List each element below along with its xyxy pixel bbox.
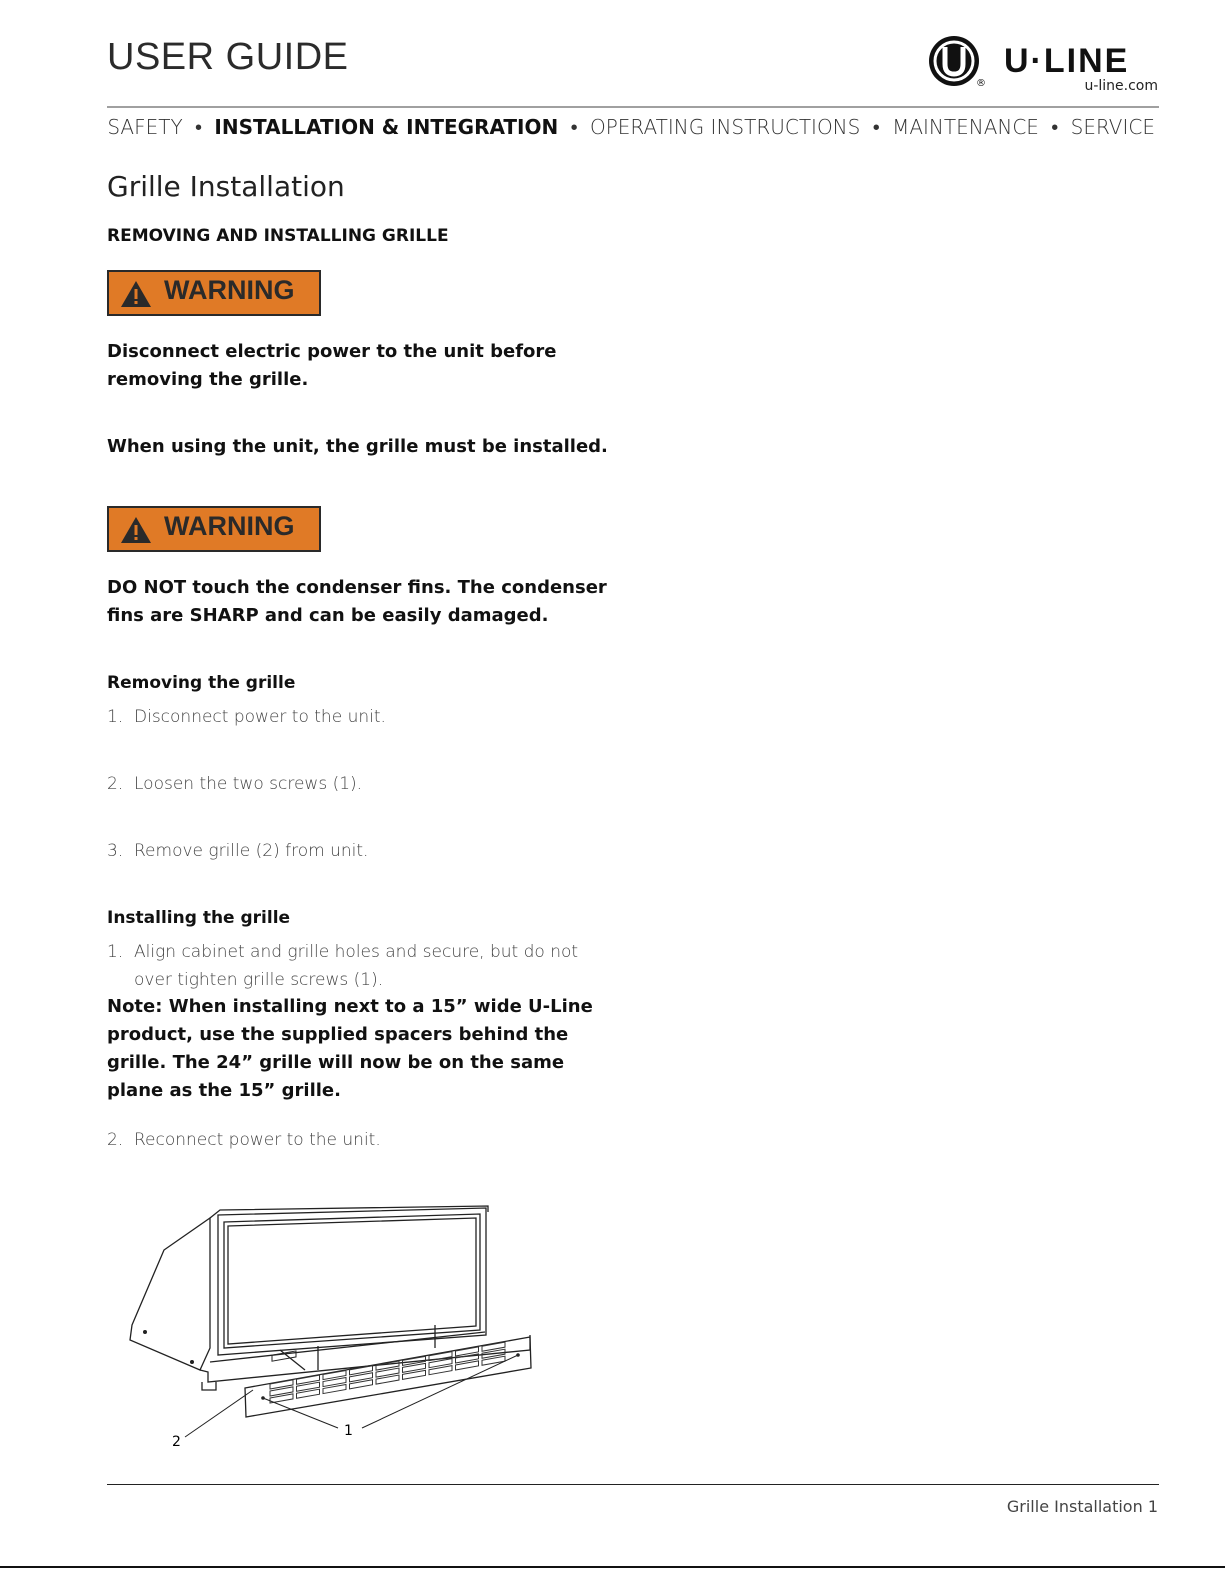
warning-banner (107, 270, 321, 316)
step-text: Disconnect power to the unit. (134, 707, 386, 727)
warning-extra-text: When using the unit, the grille must be installed. (107, 436, 608, 457)
footer-divider (107, 1484, 1159, 1485)
step-number: 2. (107, 1130, 124, 1150)
nav-item-operating[interactable]: OPERATING INSTRUCTIONS (589, 115, 861, 139)
nav-item-service[interactable]: SERVICE (1070, 115, 1155, 139)
step-number: 2. (107, 774, 124, 794)
grille-installation-illustration (120, 1200, 565, 1460)
registered-mark: ® (976, 78, 986, 89)
step-number: 3. (107, 841, 124, 861)
section-navigation (107, 115, 1155, 140)
step-number: 1. (107, 942, 124, 962)
warning-text (107, 574, 627, 630)
installing-heading: Installing the grille (107, 908, 291, 928)
step-text-continued: over tighten grille screws (1). (134, 970, 384, 990)
removing-heading: Removing the grille (107, 673, 296, 693)
warning-label: WARNING (164, 275, 295, 305)
note-line: Note: When installing next to a 15” wide U-Line (107, 996, 593, 1017)
step-number: 1. (107, 707, 124, 727)
step-text: Loosen the two screws (1). (134, 774, 363, 794)
warning-line: DO NOT touch the condenser fins. The condenser (107, 577, 607, 598)
nav-separator: • (872, 115, 880, 139)
document-title: USER GUIDE (107, 36, 349, 78)
warning-triangle-icon (119, 279, 153, 309)
warning-line: Disconnect electric power to the unit before (107, 341, 557, 362)
brand-url: u-line.com (1084, 78, 1158, 94)
warning-banner (107, 506, 321, 552)
removing-step (107, 703, 607, 731)
note-line: plane as the 15” grille. (107, 1080, 341, 1101)
removing-step (107, 837, 607, 865)
step-text: Reconnect power to the unit. (134, 1130, 381, 1150)
section-subheading: REMOVING AND INSTALLING GRILLE (107, 226, 449, 246)
warning-label: WARNING (164, 511, 295, 541)
removing-step (107, 770, 607, 798)
installing-step (107, 1126, 607, 1154)
nav-separator: • (195, 115, 203, 139)
warning-line: removing the grille. (107, 369, 309, 390)
nav-item-installation[interactable]: INSTALLATION & INTEGRATION (214, 115, 559, 139)
installation-note (107, 993, 627, 1105)
brand-wordmark: U·LINE (1004, 42, 1130, 80)
warning-line: fins are SHARP and can be easily damaged. (107, 605, 549, 626)
unit-grille-drawing (120, 1200, 565, 1460)
note-line: grille. The 24” grille will now be on the same (107, 1052, 565, 1073)
callout-1: 1 (344, 1423, 353, 1439)
header-divider (107, 106, 1159, 108)
installing-step (107, 938, 607, 994)
step-text: Align cabinet and grille holes and secure, but do not (134, 942, 579, 962)
u-line-logo (928, 34, 1160, 96)
step-text: Remove grille (2) from unit. (134, 841, 369, 861)
page-title: Grille Installation (107, 170, 345, 203)
note-line: product, use the supplied spacers behind the (107, 1024, 569, 1045)
nav-item-safety[interactable]: SAFETY (107, 115, 183, 139)
warning-text (107, 338, 627, 394)
nav-item-maintenance[interactable]: MAINTENANCE (892, 115, 1039, 139)
page-footer: Grille Installation 1 (1006, 1497, 1158, 1516)
nav-separator: • (1051, 115, 1059, 139)
warning-triangle-icon (119, 515, 153, 545)
nav-separator: • (570, 115, 578, 139)
page-bottom-rule (0, 1566, 1225, 1568)
callout-2: 2 (172, 1434, 181, 1450)
